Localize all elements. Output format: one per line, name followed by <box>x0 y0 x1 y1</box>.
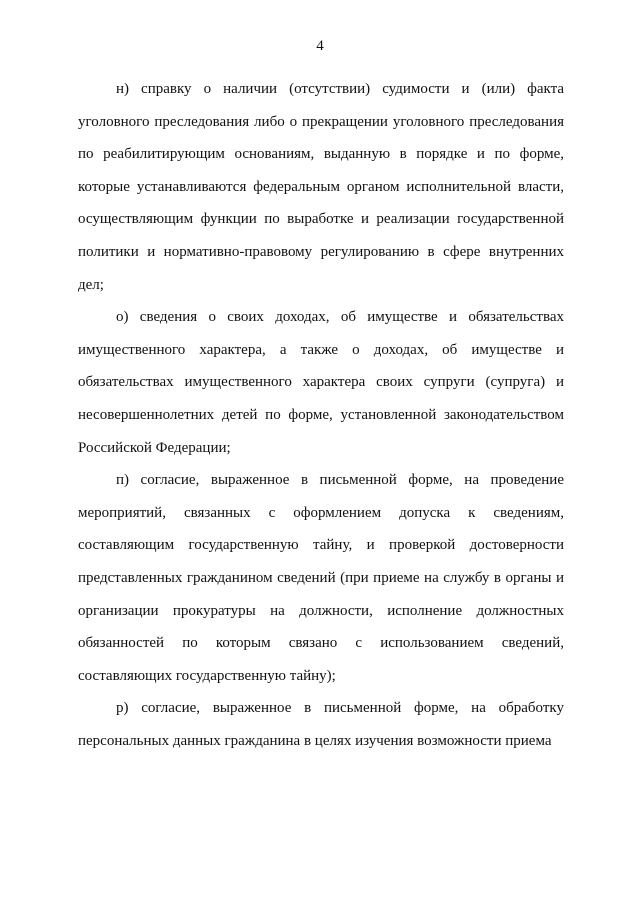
document-body <box>78 73 564 757</box>
page-number: 4 <box>316 38 324 54</box>
paragraph-p: п) согласие, выраженное в письменной форме, на проведение мероприятий, связанных с оформлением допуска к сведениям, составляющим государственную тайну, и проверкой достоверности представленных гражданином сведений (при приеме на службу в органы и организации прокуратуры на должности, исполнение должностных обязанностей по которым связано с использованием сведений, составляющих государственную тайну); <box>78 472 564 684</box>
paragraph-n: н) справку о наличии (отсутствии) судимости и (или) факта уголовного преследования либо о прекращении уголовного преследования по реабилитирующим основаниям, выданную в порядке и по форме, которые устанавливаются федеральным органом исполнительной власти, осуществляющим функции по выработке и реализации государственной политики и нормативно-правовому регулированию в сфере внутренних дел; <box>78 81 564 293</box>
paragraph-o: о) сведения о своих доходах, об имуществе и обязательствах имущественного характера, а также о доходах, об имуществе и обязательствах имущественного характера своих супруги (супруга) и несовершеннолетних детей по форме, установленной законодательством Российской Федерации; <box>78 309 564 456</box>
paragraph-r: р) согласие, выраженное в письменной форме, на обработку персональных данных гражданина в целях изучения возможности приема <box>78 700 564 749</box>
